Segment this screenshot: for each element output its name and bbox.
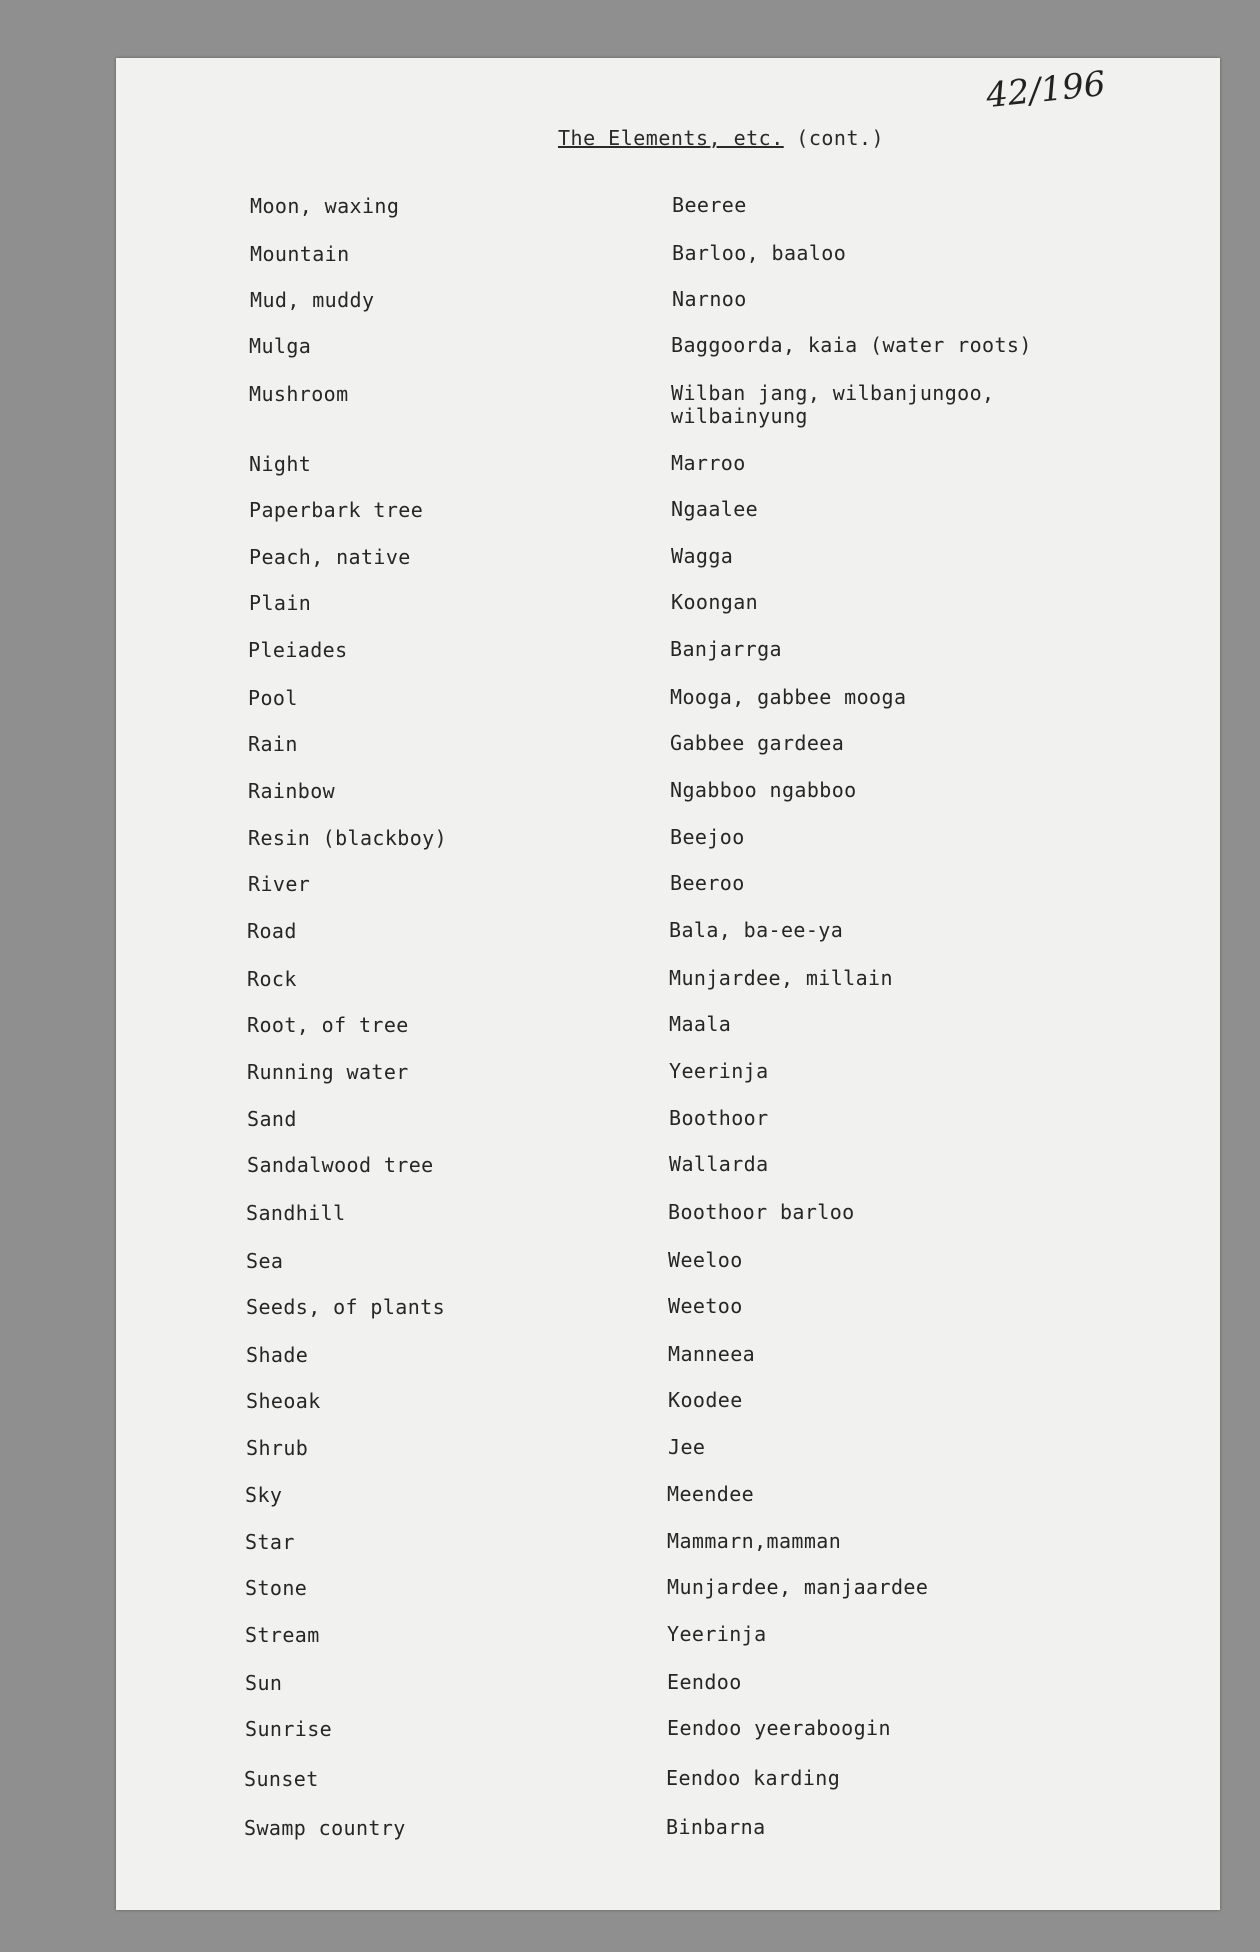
english-term: Moon, waxing xyxy=(250,194,400,218)
aboriginal-gloss: Wilban jang, wilbanjungoo, wilbainyung xyxy=(671,381,995,428)
english-term: Stream xyxy=(245,1623,320,1647)
aboriginal-gloss: Gabbee gardeea xyxy=(670,731,845,755)
english-term: Rock xyxy=(247,967,297,991)
aboriginal-gloss: Narnoo xyxy=(672,287,747,311)
aboriginal-gloss: Binbarna xyxy=(666,1815,766,1839)
aboriginal-gloss: Weetoo xyxy=(668,1294,743,1318)
english-term: Night xyxy=(249,452,312,476)
aboriginal-gloss: Boothoor xyxy=(669,1106,769,1130)
english-term: Sun xyxy=(245,1671,283,1695)
english-term: Seeds, of plants xyxy=(246,1295,446,1319)
aboriginal-gloss: Manneea xyxy=(668,1342,756,1366)
english-term: Mud, muddy xyxy=(250,288,375,312)
english-term: Plain xyxy=(249,591,312,615)
aboriginal-gloss: Ngaalee xyxy=(671,497,759,521)
english-term: Sea xyxy=(246,1249,284,1273)
english-term: Peach, native xyxy=(249,545,411,569)
english-term: Star xyxy=(245,1530,295,1554)
english-term: Root, of tree xyxy=(247,1013,409,1037)
document-page xyxy=(116,58,1220,1910)
aboriginal-gloss: Yeerinja xyxy=(667,1622,767,1646)
aboriginal-gloss: Eendoo yeeraboogin xyxy=(667,1716,891,1740)
aboriginal-gloss: Beeree xyxy=(672,193,747,217)
aboriginal-gloss: Barloo, baaloo xyxy=(672,241,847,265)
english-term: Shade xyxy=(246,1343,309,1367)
aboriginal-gloss: Beeroo xyxy=(670,871,745,895)
aboriginal-gloss: Meendee xyxy=(667,1482,755,1506)
english-term: Running water xyxy=(247,1060,409,1084)
english-term: Road xyxy=(247,919,297,943)
english-term: Pool xyxy=(248,686,298,710)
english-term: Sky xyxy=(245,1483,283,1507)
english-term: Rain xyxy=(248,732,298,756)
aboriginal-gloss: Koongan xyxy=(671,590,759,614)
aboriginal-gloss: Mammarn,mamman xyxy=(667,1529,842,1553)
english-term: Swamp country xyxy=(244,1816,406,1840)
aboriginal-gloss: Banjarrga xyxy=(670,637,782,661)
aboriginal-gloss: Ngabboo ngabboo xyxy=(670,778,857,802)
english-term: Mulga xyxy=(249,334,312,358)
english-term: Paperbark tree xyxy=(249,498,424,522)
heading-title: The Elements, etc. xyxy=(558,126,784,150)
aboriginal-gloss: Maala xyxy=(669,1012,732,1036)
aboriginal-gloss: Baggoorda, kaia (water roots) xyxy=(671,333,1032,357)
english-term: Mountain xyxy=(250,242,350,266)
heading-suffix: (cont.) xyxy=(783,126,885,150)
aboriginal-gloss: Wagga xyxy=(671,544,734,568)
aboriginal-gloss: Weeloo xyxy=(668,1248,743,1272)
aboriginal-gloss: Jee xyxy=(668,1435,706,1459)
aboriginal-gloss: Koodee xyxy=(668,1388,743,1412)
english-term: Mushroom xyxy=(249,382,349,406)
english-term: Rainbow xyxy=(248,779,336,803)
word-list xyxy=(116,58,1220,1910)
aboriginal-gloss: Yeerinja xyxy=(669,1059,769,1083)
english-term: Stone xyxy=(245,1576,308,1600)
aboriginal-gloss: Boothoor barloo xyxy=(668,1200,855,1224)
folio-number: 42/196 xyxy=(984,63,1108,117)
aboriginal-gloss: Munjardee, millain xyxy=(669,966,893,990)
aboriginal-gloss: Eendoo xyxy=(667,1670,742,1694)
english-term: Sunset xyxy=(244,1767,319,1791)
aboriginal-gloss: Wallarda xyxy=(669,1152,769,1176)
english-term: Shrub xyxy=(246,1436,309,1460)
english-term: Sandhill xyxy=(246,1201,346,1225)
aboriginal-gloss: Beejoo xyxy=(670,825,745,849)
english-term: Sheoak xyxy=(246,1389,321,1413)
english-term: Resin (blackboy) xyxy=(248,826,448,850)
aboriginal-gloss: Bala, ba-ee-ya xyxy=(669,918,844,942)
aboriginal-gloss: Eendoo karding xyxy=(666,1766,841,1790)
english-term: Pleiades xyxy=(248,638,348,662)
english-term: Sandalwood tree xyxy=(247,1153,434,1177)
english-term: Sunrise xyxy=(245,1717,333,1741)
english-term: Sand xyxy=(247,1107,297,1131)
aboriginal-gloss: Marroo xyxy=(671,451,746,475)
aboriginal-gloss: Munjardee, manjaardee xyxy=(667,1575,929,1599)
english-term: River xyxy=(248,872,311,896)
aboriginal-gloss: Mooga, gabbee mooga xyxy=(670,685,907,709)
